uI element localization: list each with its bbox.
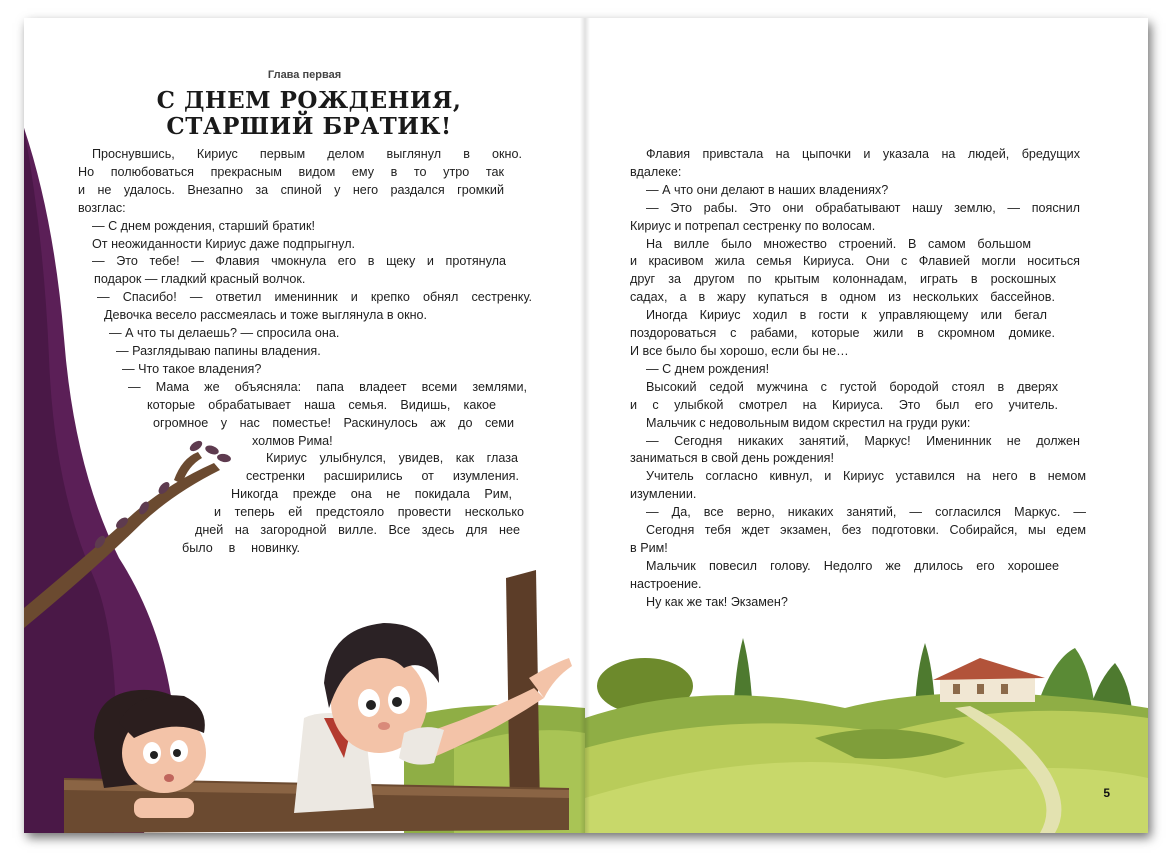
text-line: — Это рабы. Это они обрабатывают нашу землю, — пояснил — [646, 200, 1080, 215]
text-line: — Спасибо! — ответил именинник и крепко обнял сестренку. — [97, 290, 532, 305]
text-line: — А что они делают в наших владениях? — [646, 182, 889, 197]
text-line: И все было бы хорошо, если бы не… — [630, 343, 849, 358]
text-line: Сегодня тебя ждет экзамен, без подготовки. Собирайся, мы едем — [646, 523, 1086, 538]
text-line: которые обрабатывает наша семья. Видишь, какое — [147, 397, 496, 412]
text-line: — Это тебе! — Флавия чмокнула его в щеку и протянула — [92, 254, 506, 269]
text-line: сестренки расширились от изумления. — [246, 469, 519, 484]
text-line: изумлении. — [630, 487, 697, 502]
text-line: заниматься в свой день рождения! — [630, 451, 834, 466]
text-line: и с улыбкой смотрел на Кириуса. Это был его учитель. — [630, 397, 1058, 412]
text-line: — Разглядываю папины владения. — [116, 343, 321, 358]
text-line: — С днем рождения, старший братик! — [92, 218, 315, 233]
chapter-title-line2: СТАРШИЙ БРАТИК! — [166, 113, 452, 140]
text-line: Высокий седой мужчина с густой бородой стоял в дверях — [646, 379, 1058, 394]
text-line: огромное у нас поместье! Раскинулось аж до семи — [153, 415, 514, 430]
text-line: — С днем рождения! — [646, 361, 770, 376]
text-line: От неожиданности Кириус даже подпрыгнул. — [92, 236, 356, 251]
left-text-block — [78, 146, 532, 558]
text-line: Но полюбоваться прекрасным видом ему в то утро так — [78, 164, 504, 179]
text-line: Иногда Кириус ходил в гости к управляющему или бегал — [646, 308, 1047, 323]
text-line: холмов Рима! — [252, 433, 333, 448]
text-line: дней на загородной вилле. Все здесь для нее — [195, 523, 520, 538]
text-line: настроение. — [630, 576, 702, 591]
page-number: 5 — [1103, 786, 1110, 800]
text-line: Учитель согласно кивнул, и Кириус уставился на него в немом — [646, 469, 1086, 484]
text-line: Кириус улыбнулся, увидев, как глаза — [266, 451, 518, 466]
right-text-block — [630, 146, 1086, 612]
text-line: Кириус и потрепал сестренку по волосам. — [630, 218, 876, 233]
text-line: — Да, все верно, никаких занятий, — согласился Маркус. — — [646, 505, 1086, 520]
text-line: — А что ты делаешь? — спросила она. — [109, 326, 340, 341]
text-line: — Мама же объясняла: папа владеет всеми землями, — [128, 379, 527, 394]
book-gutter — [580, 18, 590, 833]
left-page — [24, 18, 585, 833]
text-line: подарок — гладкий красный волчок. — [94, 272, 306, 287]
text-line: Мальчик с недовольным видом скрестил на груди руки: — [646, 415, 971, 430]
text-line: и теперь ей предстояло провести несколько — [214, 505, 524, 520]
right-page — [585, 18, 1148, 833]
text-line: — Что такое владения? — [122, 361, 262, 376]
text-line: На вилле было множество строений. В самом большом — [646, 236, 1031, 251]
text-line: садах, а в жару купаться в одном из нескольких бассейнов. — [630, 290, 1055, 305]
text-line: Проснувшись, Кириус первым делом выглянул в окно. — [92, 147, 522, 161]
text-line: Никогда прежде она не покидала Рим, — [231, 487, 512, 502]
text-line: и красивом жила семья Кириуса. Они с Флавией могли носиться — [630, 254, 1080, 269]
text-line: в Рим! — [630, 540, 668, 555]
text-line: Девочка весело рассмеялась и тоже выглянула в окно. — [104, 308, 428, 323]
text-line: вдалеке: — [630, 164, 682, 179]
text-line: Флавия привстала на цыпочки и указала на людей, бредущих — [646, 147, 1080, 161]
text-line: Ну как же так! Экзамен? — [646, 594, 788, 609]
text-line: Мальчик повесил голову. Недолго же длилось его хорошее — [646, 558, 1059, 573]
chapter-label: Глава первая — [267, 69, 342, 81]
text-line: было в новинку. — [182, 540, 300, 555]
text-line: возглас: — [78, 200, 126, 215]
text-line: поздороваться с рабами, которые жили в скромном домике. — [630, 326, 1055, 341]
text-line: друг за другом по крытым колоннадам, играть в роскошных — [630, 272, 1056, 287]
text-line: и не удалось. Внезапно за спиной у него раздался громкий — [78, 182, 504, 197]
text-line: — Сегодня никаких занятий, Маркус! Именинник не должен — [646, 433, 1080, 448]
farm-house — [933, 658, 1045, 702]
book-spread — [24, 18, 1148, 833]
chapter-title-line1: С ДНЕМ РОЖДЕНИЯ, — [156, 87, 462, 114]
